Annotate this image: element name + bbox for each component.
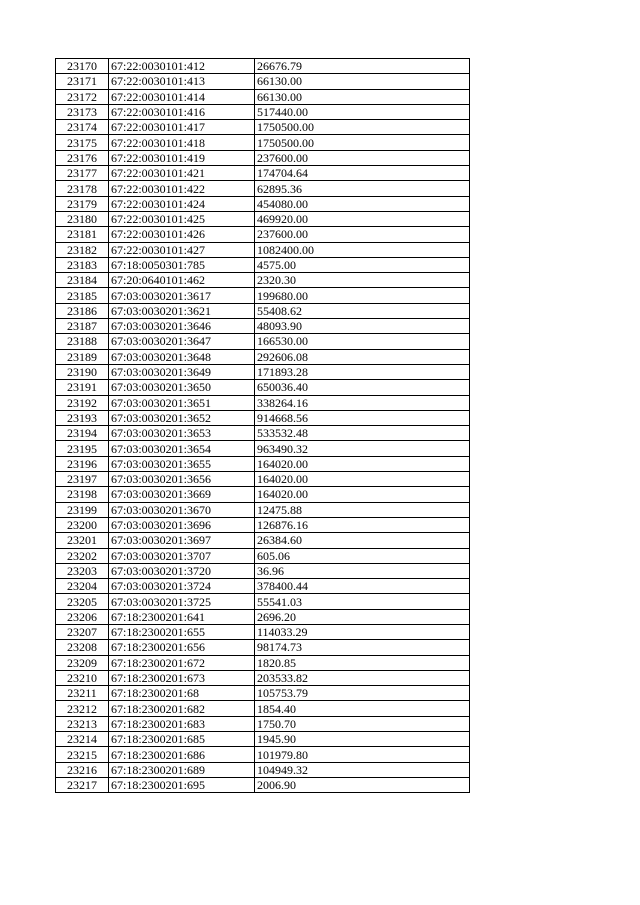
table-row bbox=[56, 181, 470, 196]
table-row bbox=[56, 334, 470, 349]
table-row bbox=[56, 686, 470, 701]
value-cell: 164020.00 bbox=[255, 487, 470, 502]
value-cell: 1854.40 bbox=[255, 701, 470, 716]
row-number-cell: 23192 bbox=[56, 395, 109, 410]
value-cell: 650036.40 bbox=[255, 380, 470, 395]
cadastral-number-cell: 67:03:0030201:3621 bbox=[109, 303, 255, 318]
value-cell: 2006.90 bbox=[255, 777, 470, 792]
table-row bbox=[56, 120, 470, 135]
row-number-cell: 23209 bbox=[56, 655, 109, 670]
cadastral-number-cell: 67:03:0030201:3652 bbox=[109, 410, 255, 425]
value-cell: 1820.85 bbox=[255, 655, 470, 670]
row-number-cell: 23190 bbox=[56, 364, 109, 379]
cadastral-number-cell: 67:22:0030101:421 bbox=[109, 166, 255, 181]
cadastral-number-cell: 67:03:0030201:3649 bbox=[109, 364, 255, 379]
row-number-cell: 23170 bbox=[56, 59, 109, 74]
cadastral-number-cell: 67:03:0030201:3656 bbox=[109, 472, 255, 487]
row-number-cell: 23176 bbox=[56, 150, 109, 165]
value-cell: 1750500.00 bbox=[255, 135, 470, 150]
table-row bbox=[56, 640, 470, 655]
table-row bbox=[56, 410, 470, 425]
table-row bbox=[56, 150, 470, 165]
cadastral-number-cell: 67:03:0030201:3697 bbox=[109, 533, 255, 548]
cadastral-number-cell: 67:03:0030201:3653 bbox=[109, 426, 255, 441]
cadastral-number-cell: 67:18:2300201:695 bbox=[109, 777, 255, 792]
value-cell: 914668.56 bbox=[255, 410, 470, 425]
table-row bbox=[56, 227, 470, 242]
row-number-cell: 23187 bbox=[56, 319, 109, 334]
value-cell: 66130.00 bbox=[255, 89, 470, 104]
row-number-cell: 23211 bbox=[56, 686, 109, 701]
table-row bbox=[56, 624, 470, 639]
row-number-cell: 23174 bbox=[56, 120, 109, 135]
row-number-cell: 23193 bbox=[56, 410, 109, 425]
cadastral-number-cell: 67:18:2300201:641 bbox=[109, 609, 255, 624]
cadastral-number-cell: 67:03:0030201:3648 bbox=[109, 349, 255, 364]
value-cell: 26384.60 bbox=[255, 533, 470, 548]
row-number-cell: 23203 bbox=[56, 563, 109, 578]
row-number-cell: 23200 bbox=[56, 517, 109, 532]
table-row bbox=[56, 89, 470, 104]
row-number-cell: 23185 bbox=[56, 288, 109, 303]
value-cell: 1082400.00 bbox=[255, 242, 470, 257]
row-number-cell: 23188 bbox=[56, 334, 109, 349]
value-cell: 2696.20 bbox=[255, 609, 470, 624]
value-cell: 469920.00 bbox=[255, 211, 470, 226]
table-row bbox=[56, 196, 470, 211]
value-cell: 338264.16 bbox=[255, 395, 470, 410]
cadastral-number-cell: 67:22:0030101:414 bbox=[109, 89, 255, 104]
value-cell: 963490.32 bbox=[255, 441, 470, 456]
table-row bbox=[56, 135, 470, 150]
table-row bbox=[56, 762, 470, 777]
row-number-cell: 23206 bbox=[56, 609, 109, 624]
value-cell: 126876.16 bbox=[255, 517, 470, 532]
table-row bbox=[56, 563, 470, 578]
cadastral-number-cell: 67:22:0030101:418 bbox=[109, 135, 255, 150]
row-number-cell: 23213 bbox=[56, 716, 109, 731]
cadastral-number-cell: 67:18:2300201:673 bbox=[109, 670, 255, 685]
table-row bbox=[56, 502, 470, 517]
value-cell: 605.06 bbox=[255, 548, 470, 563]
value-cell: 66130.00 bbox=[255, 74, 470, 89]
cadastral-number-cell: 67:03:0030201:3650 bbox=[109, 380, 255, 395]
row-number-cell: 23216 bbox=[56, 762, 109, 777]
value-cell: 48093.90 bbox=[255, 319, 470, 334]
table-row bbox=[56, 472, 470, 487]
table-row bbox=[56, 166, 470, 181]
cadastral-number-cell: 67:03:0030201:3696 bbox=[109, 517, 255, 532]
row-number-cell: 23179 bbox=[56, 196, 109, 211]
row-number-cell: 23173 bbox=[56, 104, 109, 119]
cadastral-number-cell: 67:18:2300201:68 bbox=[109, 686, 255, 701]
cadastral-number-cell: 67:18:2300201:656 bbox=[109, 640, 255, 655]
table-row bbox=[56, 533, 470, 548]
table-row bbox=[56, 456, 470, 471]
row-number-cell: 23171 bbox=[56, 74, 109, 89]
value-cell: 1945.90 bbox=[255, 732, 470, 747]
value-cell: 2320.30 bbox=[255, 273, 470, 288]
row-number-cell: 23181 bbox=[56, 227, 109, 242]
cadastral-number-cell: 67:22:0030101:424 bbox=[109, 196, 255, 211]
table-row bbox=[56, 395, 470, 410]
row-number-cell: 23195 bbox=[56, 441, 109, 456]
row-number-cell: 23180 bbox=[56, 211, 109, 226]
table-row bbox=[56, 74, 470, 89]
value-cell: 174704.64 bbox=[255, 166, 470, 181]
row-number-cell: 23197 bbox=[56, 472, 109, 487]
cadastral-number-cell: 67:03:0030201:3725 bbox=[109, 594, 255, 609]
row-number-cell: 23199 bbox=[56, 502, 109, 517]
cadastral-number-cell: 67:22:0030101:413 bbox=[109, 74, 255, 89]
row-number-cell: 23196 bbox=[56, 456, 109, 471]
row-number-cell: 23210 bbox=[56, 670, 109, 685]
value-cell: 203533.82 bbox=[255, 670, 470, 685]
cadastral-number-cell: 67:18:2300201:683 bbox=[109, 716, 255, 731]
row-number-cell: 23182 bbox=[56, 242, 109, 257]
cadastral-number-cell: 67:18:2300201:672 bbox=[109, 655, 255, 670]
cadastral-number-cell: 67:18:2300201:686 bbox=[109, 747, 255, 762]
row-number-cell: 23191 bbox=[56, 380, 109, 395]
row-number-cell: 23202 bbox=[56, 548, 109, 563]
row-number-cell: 23177 bbox=[56, 166, 109, 181]
table-row bbox=[56, 777, 470, 792]
value-cell: 55541.03 bbox=[255, 594, 470, 609]
cadastral-number-cell: 67:18:0050301:785 bbox=[109, 257, 255, 272]
row-number-cell: 23204 bbox=[56, 579, 109, 594]
row-number-cell: 23217 bbox=[56, 777, 109, 792]
value-cell: 4575.00 bbox=[255, 257, 470, 272]
table-row bbox=[56, 670, 470, 685]
cadastral-number-cell: 67:22:0030101:425 bbox=[109, 211, 255, 226]
value-cell: 171893.28 bbox=[255, 364, 470, 379]
row-number-cell: 23178 bbox=[56, 181, 109, 196]
table-row bbox=[56, 426, 470, 441]
value-cell: 104949.32 bbox=[255, 762, 470, 777]
table-row bbox=[56, 288, 470, 303]
table-row bbox=[56, 380, 470, 395]
cadastral-number-cell: 67:18:2300201:689 bbox=[109, 762, 255, 777]
value-cell: 533532.48 bbox=[255, 426, 470, 441]
cadastral-number-cell: 67:18:2300201:685 bbox=[109, 732, 255, 747]
value-cell: 114033.29 bbox=[255, 624, 470, 639]
value-cell: 378400.44 bbox=[255, 579, 470, 594]
value-cell: 62895.36 bbox=[255, 181, 470, 196]
cadastral-value-table bbox=[55, 58, 470, 793]
cadastral-number-cell: 67:03:0030201:3669 bbox=[109, 487, 255, 502]
table-row bbox=[56, 273, 470, 288]
cadastral-number-cell: 67:22:0030101:416 bbox=[109, 104, 255, 119]
value-cell: 12475.88 bbox=[255, 502, 470, 517]
table-row bbox=[56, 609, 470, 624]
table-row bbox=[56, 349, 470, 364]
value-cell: 1750.70 bbox=[255, 716, 470, 731]
table-row bbox=[56, 211, 470, 226]
row-number-cell: 23184 bbox=[56, 273, 109, 288]
row-number-cell: 23175 bbox=[56, 135, 109, 150]
value-cell: 105753.79 bbox=[255, 686, 470, 701]
table-row bbox=[56, 242, 470, 257]
cadastral-number-cell: 67:22:0030101:417 bbox=[109, 120, 255, 135]
value-cell: 517440.00 bbox=[255, 104, 470, 119]
table-row bbox=[56, 364, 470, 379]
cadastral-number-cell: 67:22:0030101:412 bbox=[109, 59, 255, 74]
row-number-cell: 23207 bbox=[56, 624, 109, 639]
table-body bbox=[56, 59, 470, 793]
row-number-cell: 23205 bbox=[56, 594, 109, 609]
value-cell: 101979.80 bbox=[255, 747, 470, 762]
value-cell: 36.96 bbox=[255, 563, 470, 578]
table-row bbox=[56, 594, 470, 609]
value-cell: 1750500.00 bbox=[255, 120, 470, 135]
cadastral-number-cell: 67:22:0030101:427 bbox=[109, 242, 255, 257]
table-row bbox=[56, 655, 470, 670]
cadastral-number-cell: 67:03:0030201:3654 bbox=[109, 441, 255, 456]
cadastral-number-cell: 67:22:0030101:422 bbox=[109, 181, 255, 196]
row-number-cell: 23189 bbox=[56, 349, 109, 364]
row-number-cell: 23201 bbox=[56, 533, 109, 548]
cadastral-number-cell: 67:03:0030201:3651 bbox=[109, 395, 255, 410]
row-number-cell: 23198 bbox=[56, 487, 109, 502]
row-number-cell: 23208 bbox=[56, 640, 109, 655]
value-cell: 166530.00 bbox=[255, 334, 470, 349]
table-row bbox=[56, 517, 470, 532]
table-row bbox=[56, 303, 470, 318]
row-number-cell: 23215 bbox=[56, 747, 109, 762]
cadastral-number-cell: 67:20:0640101:462 bbox=[109, 273, 255, 288]
row-number-cell: 23214 bbox=[56, 732, 109, 747]
cadastral-number-cell: 67:22:0030101:419 bbox=[109, 150, 255, 165]
table-row bbox=[56, 441, 470, 456]
row-number-cell: 23212 bbox=[56, 701, 109, 716]
row-number-cell: 23183 bbox=[56, 257, 109, 272]
cadastral-number-cell: 67:03:0030201:3617 bbox=[109, 288, 255, 303]
cadastral-number-cell: 67:03:0030201:3670 bbox=[109, 502, 255, 517]
table-row bbox=[56, 701, 470, 716]
value-cell: 237600.00 bbox=[255, 227, 470, 242]
cadastral-number-cell: 67:03:0030201:3646 bbox=[109, 319, 255, 334]
value-cell: 454080.00 bbox=[255, 196, 470, 211]
value-cell: 164020.00 bbox=[255, 456, 470, 471]
cadastral-number-cell: 67:22:0030101:426 bbox=[109, 227, 255, 242]
cadastral-number-cell: 67:03:0030201:3647 bbox=[109, 334, 255, 349]
table-row bbox=[56, 104, 470, 119]
value-cell: 237600.00 bbox=[255, 150, 470, 165]
cadastral-number-cell: 67:03:0030201:3707 bbox=[109, 548, 255, 563]
row-number-cell: 23172 bbox=[56, 89, 109, 104]
table-row bbox=[56, 732, 470, 747]
value-cell: 292606.08 bbox=[255, 349, 470, 364]
table-row bbox=[56, 548, 470, 563]
table-row bbox=[56, 257, 470, 272]
cadastral-number-cell: 67:03:0030201:3724 bbox=[109, 579, 255, 594]
table-row bbox=[56, 487, 470, 502]
cadastral-number-cell: 67:18:2300201:655 bbox=[109, 624, 255, 639]
table-row bbox=[56, 59, 470, 74]
table-row bbox=[56, 747, 470, 762]
row-number-cell: 23194 bbox=[56, 426, 109, 441]
value-cell: 26676.79 bbox=[255, 59, 470, 74]
value-cell: 164020.00 bbox=[255, 472, 470, 487]
value-cell: 55408.62 bbox=[255, 303, 470, 318]
cadastral-number-cell: 67:18:2300201:682 bbox=[109, 701, 255, 716]
value-cell: 98174.73 bbox=[255, 640, 470, 655]
value-cell: 199680.00 bbox=[255, 288, 470, 303]
row-number-cell: 23186 bbox=[56, 303, 109, 318]
table-row bbox=[56, 319, 470, 334]
cadastral-number-cell: 67:03:0030201:3720 bbox=[109, 563, 255, 578]
table-row bbox=[56, 579, 470, 594]
table-row bbox=[56, 716, 470, 731]
cadastral-number-cell: 67:03:0030201:3655 bbox=[109, 456, 255, 471]
